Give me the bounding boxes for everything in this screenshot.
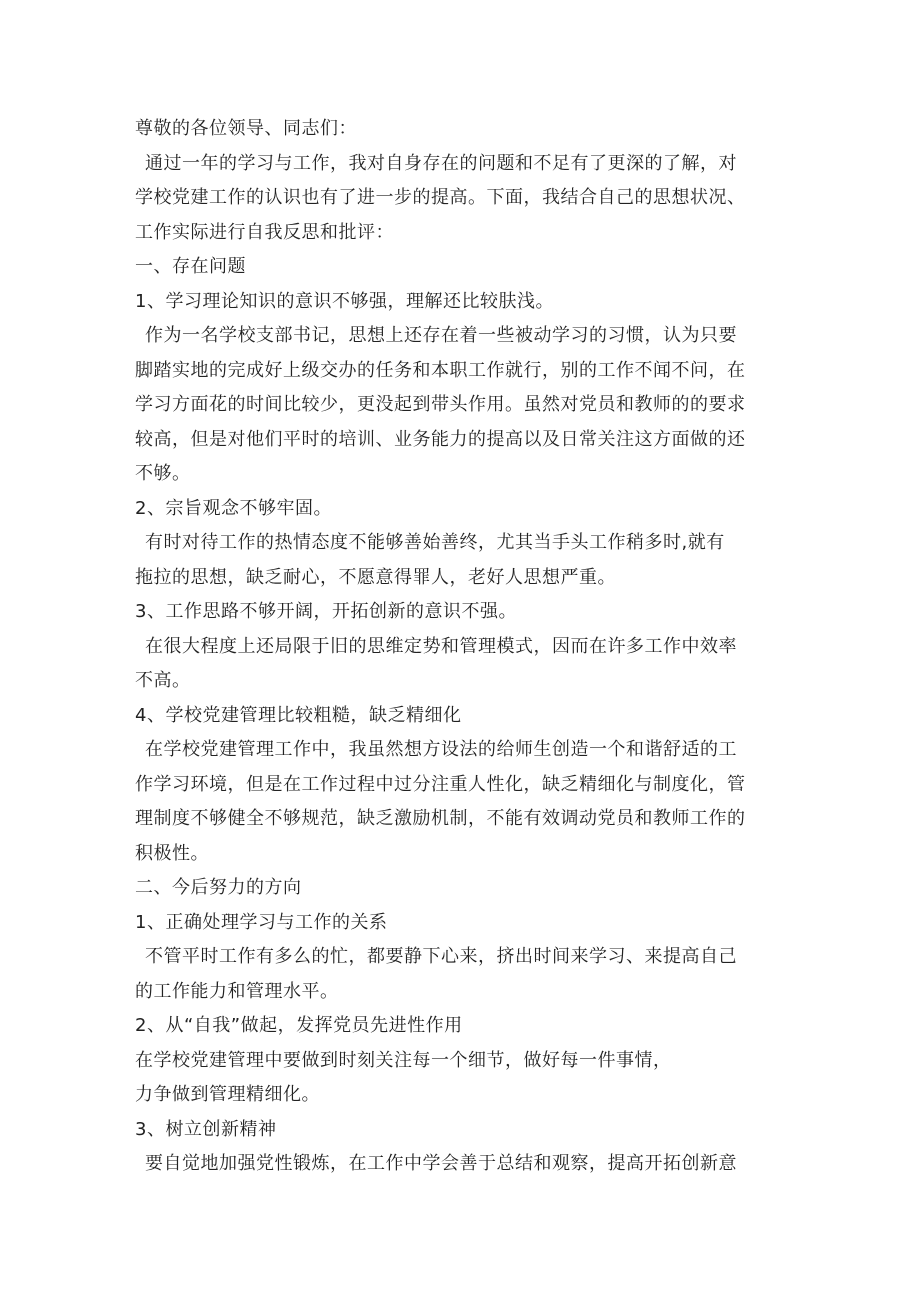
section-heading: 一、存在问题 [135,256,246,277]
paragraph-line: 学校党建工作的认识也有了进一步的提高。下面，我结合自己的思想状况、 [135,187,746,208]
paragraph-line: 较高，但是对他们平时的培训、业务能力的提高以及日常关注这方面做的还 [135,428,746,450]
paragraph-line: 理制度不够健全不够规范，缺乏激励机制，不能有效调动党员和教师工作的 [135,808,746,829]
paragraph-line: 作为一名学校支部书记，思想上还存在着一些被动学习的习惯，认为只要 [145,325,737,346]
paragraph-line: 的工作能力和管理水平。 [135,980,339,1002]
item-heading: 3、工作思路不够开阔，开拓创新的意识不强。 [135,601,517,622]
paragraph-line: 在很大程度上还局限于旧的思维定势和管理模式，因而在许多工作中效率 [145,635,737,657]
item-heading: 3、树立创新精神 [135,1118,277,1140]
paragraph-line: 不管平时工作有多么的忙，都要静下心来，挤出时间来学习、来提高自己 [145,946,737,967]
paragraph-line: 不高。 [135,670,191,691]
paragraph-line: 在学校党建管理中要做到时刻关注每一个细节，做好每一件事情， [135,1049,672,1071]
paragraph-line: 作学习环境，但是在工作过程中过分注重人性化，缺乏精细化与制度化，管 [135,773,746,795]
item-heading: 1、正确处理学习与工作的关系 [135,911,388,933]
salutation: 尊敬的各位领导、同志们： [135,118,357,139]
paragraph-line: 要自觉地加强党性锻炼，在工作中学会善于总结和观察，提高开拓创新意 [145,1153,737,1174]
item-heading: 2、从“自我”做起，发挥党员先进性作用 [135,1015,463,1036]
paragraph-line: 有时对待工作的热情态度不能够善始善终，尤其当手头工作稍多时,就有 [145,532,725,553]
document-body [135,112,795,1182]
paragraph-line: 脚踏实地的完成好上级交办的任务和本职工作就行，别的工作不闻不问，在 [135,359,746,381]
item-heading: 4、学校党建管理比较粗糙，缺乏精细化 [135,704,462,726]
paragraph-line: 拖拉的思想，缺乏耐心，不愿意得罪人，老好人思想严重。 [135,566,616,588]
section-heading: 二、今后努力的方向 [135,877,302,898]
paragraph-line: 在学校党建管理工作中，我虽然想方设法的给师生创造一个和谐舒适的工 [145,739,737,760]
paragraph-line: 学习方面花的时间比较少，更没起到带头作用。虽然对党员和教师的的要求 [135,394,746,415]
item-heading: 2、宗旨观念不够牢固。 [135,497,332,519]
paragraph-line: 通过一年的学习与工作，我对自身存在的问题和不足有了更深的了解，对 [145,152,737,174]
paragraph-line: 不够。 [135,463,191,484]
paragraph-line: 工作实际进行自我反思和批评： [135,221,394,243]
item-heading: 1、学习理论知识的意识不够强，理解还比较肤浅。 [135,290,554,312]
paragraph-line: 力争做到管理精细化。 [135,1084,320,1105]
paragraph-line: 积极性。 [135,842,209,864]
